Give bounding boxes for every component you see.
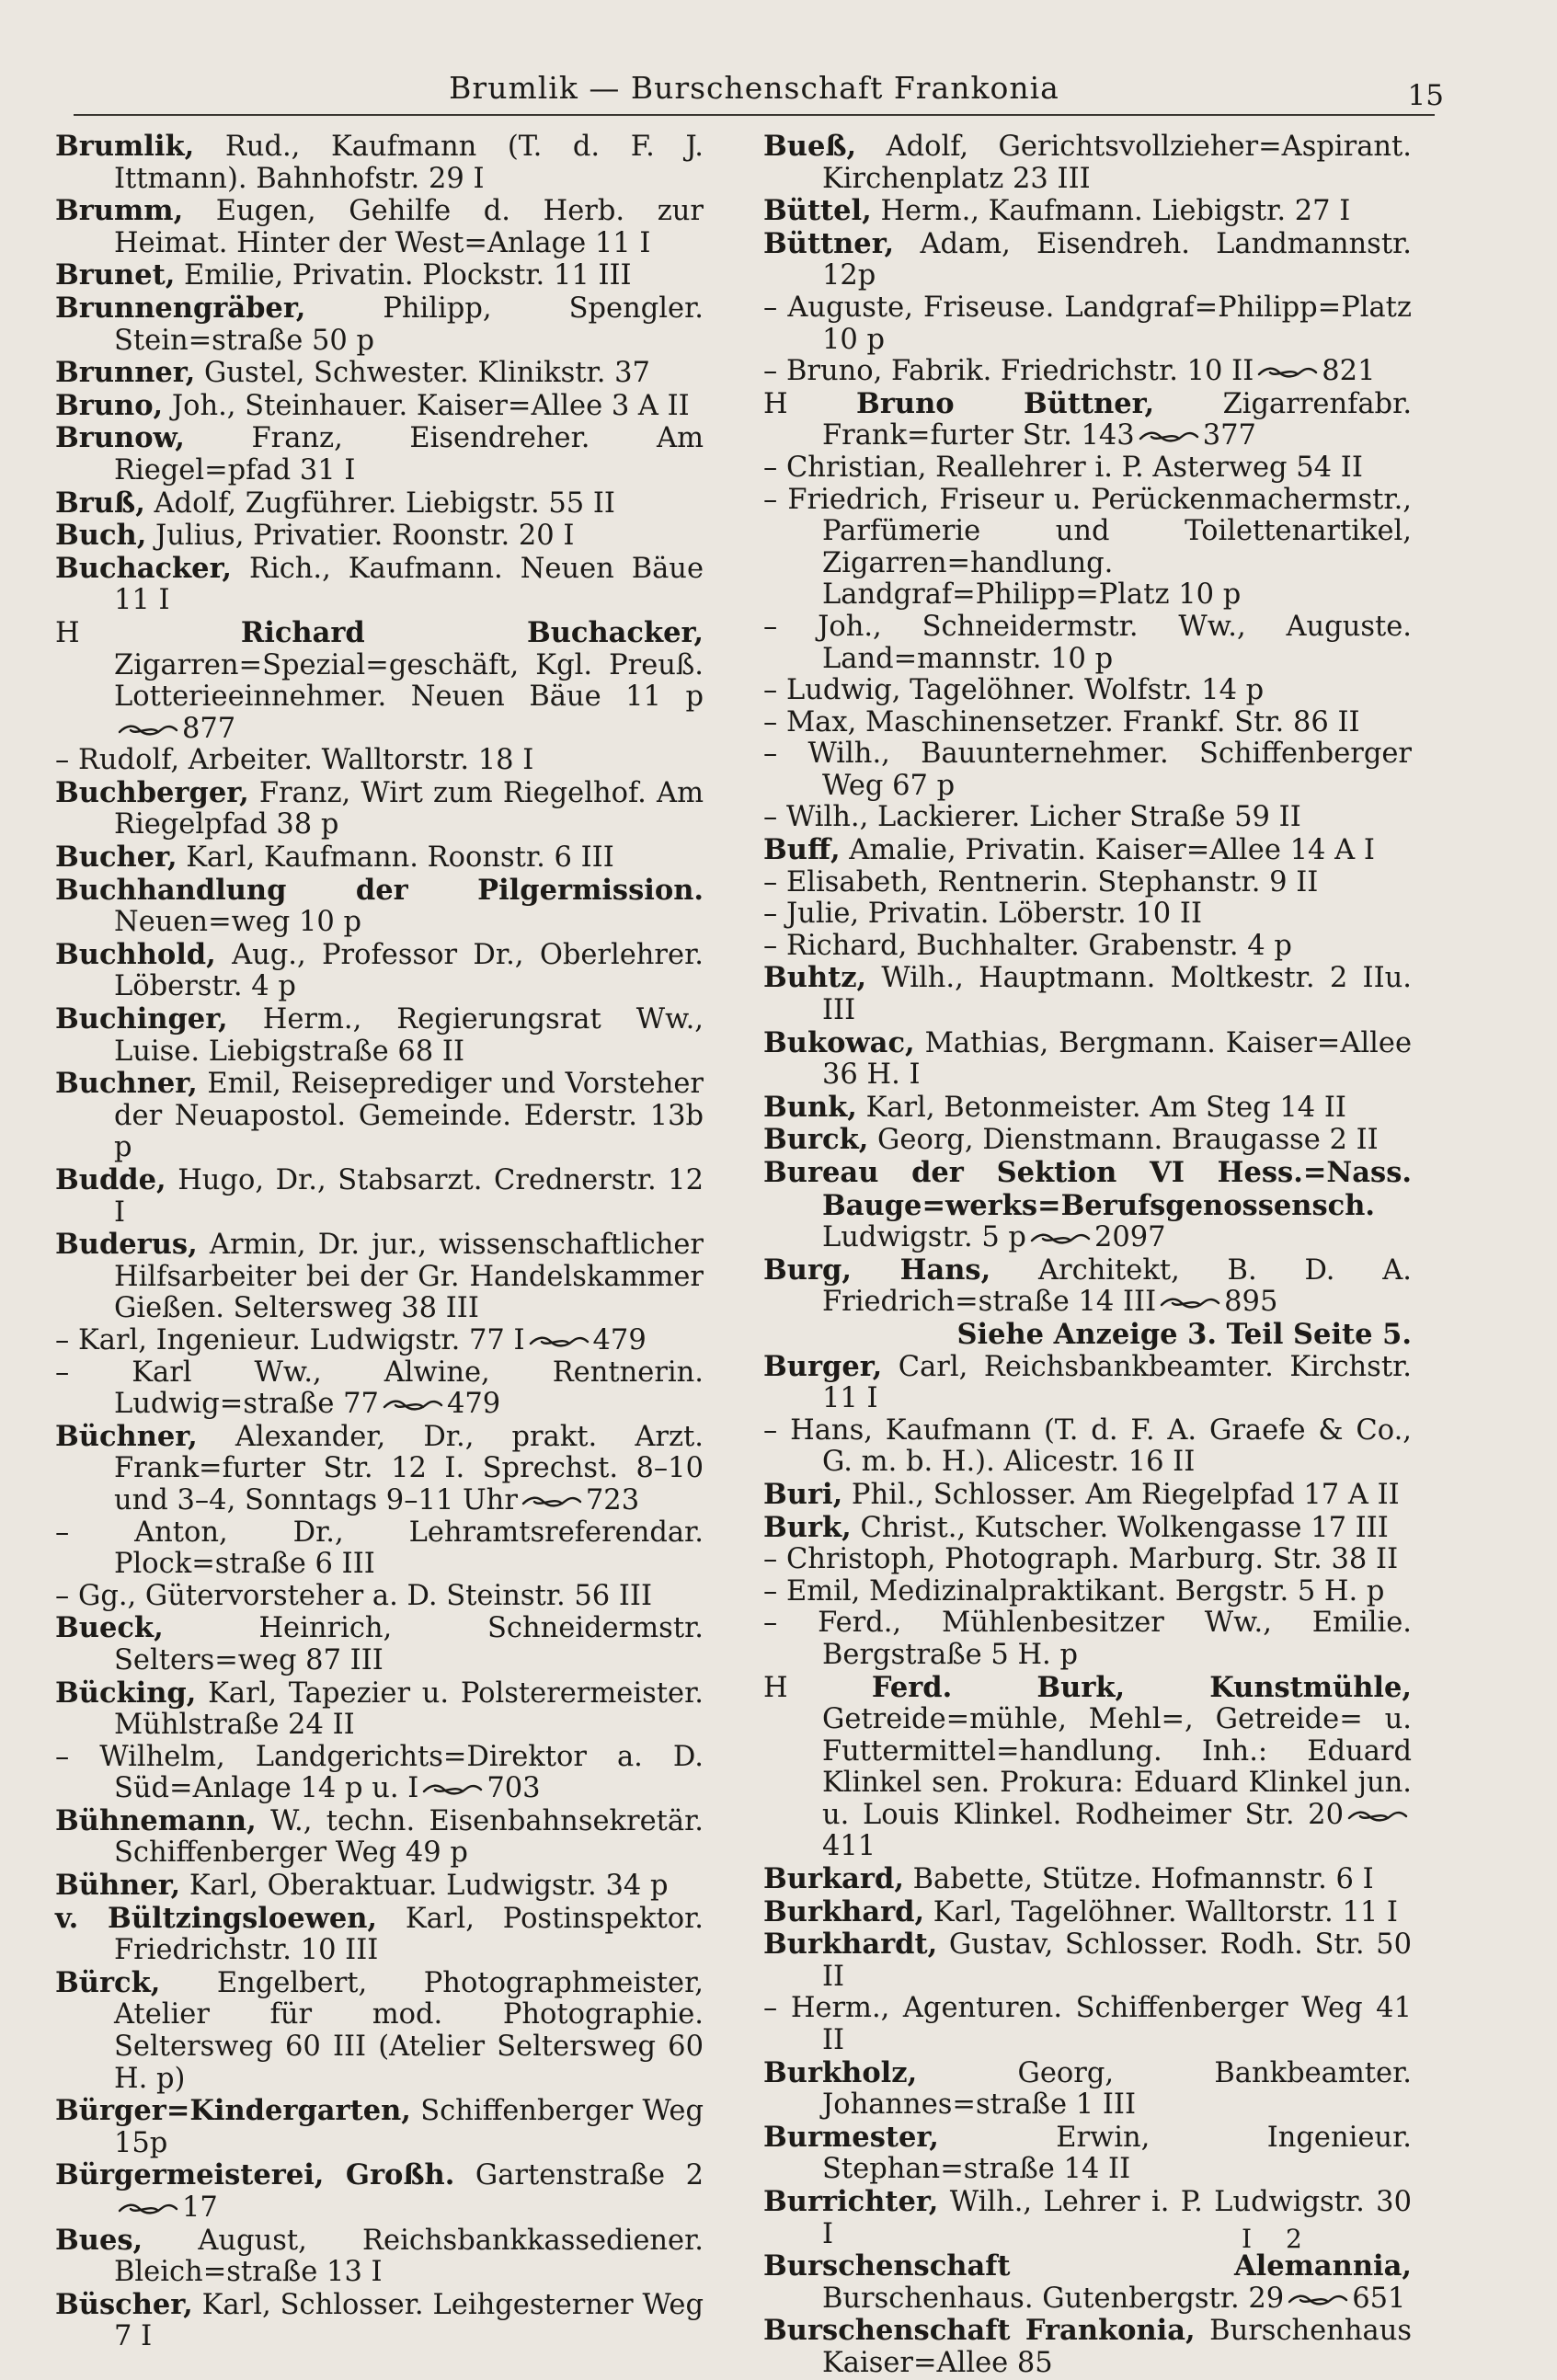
phone-number: 479 [446, 1388, 501, 1421]
entry-name: Burkard, [763, 1862, 904, 1896]
entry-details: Wilh., Lackierer. Licher Straße 59 II [785, 801, 1301, 834]
entry-prefix: – [55, 1579, 78, 1612]
directory-entry [763, 1254, 1412, 1351]
entry-name: Burg, Hans, [763, 1253, 991, 1287]
entry-details: Aug., Professor Dr., Oberlehrer. Löberstr. 4 p [114, 938, 704, 1003]
right-column [763, 131, 1412, 2380]
entry-details: Eugen, Gehilfe d. Herb. zur Heimat. Hinter der West=Anlage 11 I [114, 195, 704, 259]
telephone-symbol-icon [529, 1333, 590, 1351]
directory-entry [55, 1581, 704, 1613]
directory-entry [55, 1677, 704, 1742]
directory-entry [763, 834, 1412, 867]
phone-number: 723 [585, 1483, 640, 1516]
directory-entry [55, 1903, 704, 1967]
directory-entry [55, 1325, 704, 1357]
entry-details: Gartenstraße 2 [454, 2159, 704, 2192]
phone-number: 2097 [1093, 1221, 1166, 1254]
entry-prefix: – [55, 1740, 100, 1773]
directory-entry [763, 1512, 1412, 1545]
entry-firm-name: Richard Buchacker, [240, 615, 704, 649]
entry-details: Max, Maschinensetzer. Frankf. Str. 86 II [785, 705, 1360, 738]
directory-entry [763, 1544, 1412, 1576]
directory-entry [55, 1068, 704, 1164]
running-head: Brumlik — Burschenschaft Frankonia [449, 70, 1059, 106]
entry-name: Bueß, [763, 130, 857, 163]
directory-entry [55, 259, 704, 292]
entry-details: Rich., Kaufmann. Neuen Bäue 11 I [114, 552, 704, 617]
entry-name: Buchacker, [55, 551, 233, 585]
entry-name: Buchhandlung der Pilgermission. [55, 873, 704, 907]
entry-name: Burger, [763, 1349, 883, 1383]
entry-prefix: – [55, 1323, 78, 1356]
left-column [55, 131, 704, 2353]
entry-prefix: – [763, 1992, 791, 2025]
directory-entry [55, 617, 704, 745]
entry-details: Philipp, Spengler. Stein=straße 50 p [114, 292, 704, 357]
entry-details: August, Reichsbankkassediener. Bleich=straße 13 I [114, 2224, 704, 2289]
directory-entry [763, 485, 1412, 612]
entry-details: Zigarren=Spezial=geschäft, Kgl. Preuß. Lotterieeinnehmer. Neuen Bäue 11 p [114, 648, 704, 714]
directory-entry [763, 1027, 1412, 1092]
directory-entry [55, 422, 704, 486]
entry-name: Bukowac, [763, 1025, 915, 1059]
entry-details: Karl, Postinspektor. Friedrichstr. 10 III [114, 1902, 704, 1967]
entry-details: Friedrich, Friseur u. Perückenmachermstr., Parfümerie und Toilettenartikel, Zigarren=handlung. Landgraf=Philipp=Platz 10 p [787, 483, 1412, 612]
directory-entry [55, 1517, 704, 1581]
entry-details: Karl, Tagelöhner. Walltorstr. 11 I [924, 1895, 1398, 1928]
telephone-symbol-icon [118, 2200, 178, 2218]
entry-prefix: – [763, 865, 786, 898]
entry-prefix: – [763, 898, 786, 931]
telephone-symbol-icon [1288, 2291, 1348, 2309]
telephone-symbol-icon [1347, 1807, 1408, 1825]
directory-entry [55, 487, 704, 521]
entry-details: Adolf, Gerichtsvollzieher=Aspirant. Kirchenplatz 23 III [822, 131, 1412, 195]
directory-entry [763, 2315, 1412, 2379]
directory-entry [763, 802, 1412, 834]
entry-details: Hans, Kaufmann (T. d. F. A. Graefe & Co., G. m. b. H.). Alicestr. 16 II [790, 1413, 1412, 1479]
entry-name: Bühner, [55, 1869, 181, 1903]
entry-name: Brunow, [55, 421, 185, 455]
entry-details: Julius, Privatier. Roonstr. 20 I [146, 520, 575, 553]
entry-name: Brumm, [55, 194, 184, 228]
directory-entry [763, 738, 1412, 802]
entry-name: Bueck, [55, 1611, 164, 1645]
directory-entry [55, 1357, 704, 1421]
entry-name: Brunnengräber, [55, 291, 306, 325]
directory-entry [763, 1928, 1412, 1993]
entry-name: Büchner, [55, 1419, 198, 1453]
entry-name: Bunk, [763, 1090, 857, 1124]
entry-name: Brunner, [55, 356, 196, 390]
entry-details: Adam, Eisendreh. Landmannstr. 12p [822, 227, 1412, 292]
entry-details: Christoph, Photograph. Marburg. Str. 38 II [785, 1543, 1399, 1576]
directory-entry [55, 390, 704, 423]
entry-prefix: H [55, 616, 241, 649]
entry-prefix: H [763, 387, 857, 420]
entry-details: Babette, Stütze. Hofmannstr. 6 I [903, 1863, 1374, 1896]
entry-name: Bürgermeisterei, Großh. [55, 2158, 455, 2192]
entry-details: Karl, Tapezier u. Polsterermeister. Mühlstraße 24 II [114, 1676, 704, 1742]
directory-entry [763, 675, 1412, 707]
directory-entry [55, 357, 704, 390]
directory-entry [55, 553, 704, 617]
entry-prefix: – [763, 610, 819, 643]
entry-details: W., techn. Eisenbahnsekretär. Schiffenberger Weg 49 p [114, 1804, 704, 1870]
directory-entry [55, 2159, 704, 2224]
entry-details: Wilh., Bauunternehmer. Schiffenberger Weg 67 p [807, 738, 1412, 802]
entry-name: Buchinger, [55, 1002, 228, 1036]
entry-details: Engelbert, Photographmeister, Atelier für mod. Photographie. Seltersweg 60 III (Atelier Seltersweg 60 H. p) [114, 1966, 704, 2095]
directory-entry [763, 1092, 1412, 1125]
entry-details: Auguste, Friseuse. Landgraf=Philipp=Platz 10 p [787, 291, 1412, 356]
entry-details: Heinrich, Schneidermstr. Selters=weg 87 III [114, 1612, 704, 1676]
directory-entry [763, 2250, 1412, 2315]
directory-entry [763, 1672, 1412, 1864]
entry-name: Bühnemann, [55, 1803, 257, 1837]
entry-name: Bues, [55, 2223, 143, 2257]
directory-entry [55, 875, 704, 939]
directory-entry [55, 1967, 704, 2095]
directory-entry [763, 1608, 1412, 1671]
entry-details: Karl, Betonmeister. Am Steg 14 II [856, 1091, 1346, 1124]
entry-details: Phil., Schlosser. Am Riegelpfad 17 A II [842, 1478, 1400, 1511]
directory-entry [55, 777, 704, 841]
entry-firm-name: Ferd. Burk, Kunstmühle, [871, 1670, 1412, 1704]
sheet-signature: I 2 [1242, 2224, 1315, 2254]
entry-firm-name: Bruno Büttner, [856, 386, 1155, 420]
directory-entry [55, 520, 704, 553]
telephone-symbol-icon [1160, 1294, 1220, 1312]
entry-details: Ferd., Mühlenbesitzer Ww., Emilie. Bergstraße 5 H. p [818, 1607, 1412, 1671]
directory-entry [763, 1157, 1412, 1254]
entry-details: Wilh., Lehrer i. P. Ludwigstr. 30 I [822, 2186, 1412, 2250]
directory-entry [55, 195, 704, 259]
entry-details: Anton, Dr., Lehramtsreferendar. Plock=straße 6 III [114, 1516, 704, 1581]
directory-entry [763, 2122, 1412, 2186]
directory-entry [763, 2057, 1412, 2122]
telephone-symbol-icon [118, 721, 178, 739]
telephone-symbol-icon [422, 1780, 483, 1799]
directory-entry [55, 131, 704, 195]
entry-details: Christ., Kutscher. Wolkengasse 17 III [851, 1511, 1389, 1544]
entry-name: Buchberger, [55, 775, 249, 809]
directory-entry [763, 1124, 1412, 1157]
telephone-symbol-icon [1139, 428, 1199, 446]
directory-entry [763, 1863, 1412, 1896]
phone-number: 703 [487, 1772, 541, 1805]
entry-name: Burck, [763, 1123, 869, 1157]
directory-entry [763, 612, 1412, 675]
directory-entry [763, 931, 1412, 963]
entry-name: Burkhard, [763, 1894, 925, 1928]
entry-details: Emilie, Privatin. Plockstr. 11 III [175, 259, 632, 292]
directory-entry [763, 1415, 1412, 1479]
entry-name: Buchner, [55, 1067, 198, 1101]
entry-name: Bruno, [55, 388, 164, 422]
entry-prefix: – [763, 451, 786, 484]
phone-number: 17 [182, 2191, 218, 2224]
page-number: 15 [1407, 79, 1444, 112]
entry-details: Georg, Bankbeamter. Johannes=straße 1 III [822, 2056, 1412, 2122]
entry-name: Buch, [55, 519, 147, 553]
entry-details: Erwin, Ingenieur. Stephan=straße 14 II [822, 2121, 1412, 2186]
entry-prefix: H [763, 1671, 872, 1704]
advert-reference: Siehe Anzeige 3. Teil Seite 5. [956, 1317, 1412, 1351]
directory-entry [55, 1612, 704, 1676]
entry-prefix: – [55, 744, 78, 777]
phone-number: 651 [1352, 2282, 1406, 2315]
entry-details: Christian, Reallehrer i. P. Asterweg 54 II [785, 451, 1363, 484]
phone-number: 895 [1224, 1286, 1278, 1319]
directory-entry [763, 228, 1412, 292]
entry-details: Gg., Gütervorsteher a. D. Steinstr. 56 III [77, 1579, 653, 1612]
directory-entry [763, 898, 1412, 931]
entry-details: Gustel, Schwester. Klinikstr. 37 [195, 357, 650, 390]
directory-entry [763, 1351, 1412, 1415]
entry-name: Buhtz, [763, 961, 867, 995]
entry-name: Bürger=Kindergarten, [55, 2094, 411, 2128]
telephone-symbol-icon [521, 1493, 582, 1511]
entry-name: Büscher, [55, 2287, 193, 2321]
entry-details: Karl, Ingenieur. Ludwigstr. 77 I [77, 1323, 525, 1356]
entry-prefix: – [55, 1516, 135, 1549]
directory-entry [763, 452, 1412, 485]
entry-prefix: – [763, 1413, 791, 1447]
entry-details: Neuen=weg 10 p [114, 906, 362, 939]
entry-prefix: – [763, 801, 786, 834]
entry-prefix: – [763, 929, 786, 962]
entry-details: Bruno, Fabrik. Friedrichstr. 10 II [785, 355, 1254, 388]
entry-name: Burkhardt, [763, 1928, 938, 1962]
entry-name: Burmester, [763, 2120, 939, 2154]
entry-details: Herm., Agenturen. Schiffenberger Weg 41 II [790, 1992, 1412, 2057]
directory-entry [55, 2095, 704, 2159]
directory-entry [55, 1229, 704, 1325]
entry-details: Karl Ww., Alwine, Rentnerin. Ludwig=straße 77 [114, 1356, 704, 1421]
directory-entry [55, 2289, 704, 2353]
entry-name: Bucher, [55, 841, 177, 875]
directory-entry [55, 841, 704, 875]
entry-name: Buri, [763, 1477, 843, 1511]
directory-entry [763, 1479, 1412, 1512]
phone-number: 411 [822, 1830, 876, 1863]
entry-details: Georg, Dienstmann. Braugasse 2 II [868, 1124, 1379, 1157]
entry-prefix: – [763, 1574, 786, 1608]
entry-name: Burschenschaft Alemannia, [763, 2249, 1412, 2283]
entry-details: Rudolf, Arbeiter. Walltorstr. 18 I [77, 744, 534, 777]
directory-entry [763, 131, 1412, 195]
phone-number: 479 [592, 1323, 647, 1356]
entry-details: Ludwig, Tagelöhner. Wolfstr. 14 p [785, 674, 1265, 707]
entry-name: v. Bültzingsloewen, [55, 1901, 378, 1935]
entry-details: Wilh., Hauptmann. Moltkestr. 2 IIu. III [822, 962, 1412, 1027]
directory-entry [763, 1993, 1412, 2056]
entry-prefix: – [763, 674, 786, 707]
entry-details: Richard, Buchhalter. Grabenstr. 4 p [785, 929, 1292, 962]
directory-entry [763, 867, 1412, 899]
entry-name: Buchhold, [55, 937, 216, 971]
entry-prefix: – [763, 1543, 786, 1576]
entry-prefix: – [55, 1356, 132, 1389]
directory-entry [55, 1805, 704, 1870]
entry-details: Franz, Wirt zum Riegelhof. Am Riegelpfad 38 p [114, 776, 704, 841]
entry-details: Getreide=mühle, Mehl=, Getreide= u. Futtermittel=handlung. Inh.: Eduard Klinkel sen. Prokura: Eduard Klinkel jun. u. Louis Klinkel. Rodheimer Str. 20 [822, 1703, 1412, 1831]
phone-number: 377 [1202, 419, 1256, 452]
entry-details: Karl, Oberaktuar. Ludwigstr. 34 p [180, 1870, 669, 1903]
directory-entry [55, 1742, 704, 1805]
entry-details: Gustav, Schlosser. Rodh. Str. 50 II [822, 1928, 1412, 1993]
entry-name: Bücking, [55, 1676, 197, 1710]
entry-name: Buderus, [55, 1228, 198, 1262]
directory-entry [763, 1896, 1412, 1929]
entry-prefix: – [763, 705, 786, 738]
directory-entry [763, 388, 1412, 452]
entry-details: Julie, Privatin. Löberstr. 10 II [785, 898, 1202, 931]
entry-details: Zigarrenfabr. Frank=furter Str. 143 [822, 387, 1413, 452]
entry-details: Carl, Reichsbankbeamter. Kirchstr. 11 I [822, 1350, 1412, 1415]
entry-details: Hugo, Dr., Stabsarzt. Crednerstr. 12 I [114, 1164, 704, 1229]
telephone-symbol-icon [1257, 363, 1318, 382]
entry-details: Karl, Schlosser. Leihgesterner Weg 7 I [114, 2288, 704, 2353]
entry-details: Burschenhaus. Gutenbergstr. 29 [822, 2282, 1285, 2315]
directory-entry [55, 292, 704, 357]
entry-prefix: – [763, 738, 808, 771]
telephone-symbol-icon [1030, 1230, 1091, 1248]
entry-details: Burschenhaus Kaiser=Allee 85 [822, 2315, 1412, 2379]
entry-details: Amalie, Privatin. Kaiser=Allee 14 A I [840, 834, 1375, 867]
entry-details: Emil, Reiseprediger und Vorsteher der Neuapostol. Gemeinde. Ederstr. 13b p [114, 1068, 704, 1164]
entry-details: Joh., Steinhauer. Kaiser=Allee 3 A II [163, 389, 690, 422]
entry-prefix: – [763, 291, 788, 324]
entry-details: Herm., Kaufmann. Liebigstr. 27 I [871, 195, 1351, 228]
directory-entry [55, 1003, 704, 1068]
entry-details: Wilhelm, Landgerichts=Direktor a. D. Süd=Anlage 14 p u. I [99, 1740, 704, 1805]
entry-name: Burschenschaft Frankonia, [763, 2314, 1196, 2348]
directory-entry [763, 356, 1412, 388]
directory-entry [55, 1870, 704, 1903]
directory-entry [55, 2225, 704, 2289]
entry-name: Bruß, [55, 486, 145, 520]
directory-entry [763, 292, 1412, 356]
entry-name: Burrichter, [763, 2185, 939, 2218]
entry-details: Alexander, Dr., prakt. Arzt. Frank=furter Str. 12 I. Sprechst. 8–10 und 3–4, Sonntags 9–11 Uhr [114, 1420, 704, 1516]
entry-details: Rud., Kaufmann (T. d. F. J. Ittmann). Bahnhofstr. 29 I [114, 131, 704, 195]
directory-entry [55, 1421, 704, 1517]
entry-name: Brunet, [55, 258, 176, 292]
telephone-symbol-icon [383, 1396, 443, 1414]
entry-name: Büttel, [763, 194, 872, 228]
directory-entry [763, 195, 1412, 228]
entry-name: Buff, [763, 833, 841, 867]
entry-name: Burk, [763, 1510, 852, 1544]
entry-details: Franz, Eisendreher. Am Riegel=pfad 31 I [114, 422, 704, 486]
entry-name: Bürck, [55, 1965, 161, 1999]
entry-details: Emil, Medizinalpraktikant. Bergstr. 5 H. p [785, 1574, 1385, 1608]
entry-details: Joh., Schneidermstr. Ww., Auguste. Land=mannstr. 10 p [818, 610, 1412, 675]
phone-number: 877 [182, 712, 236, 745]
entry-details: Ludwigstr. 5 p [822, 1221, 1026, 1254]
entry-name: Bureau der Sektion VI Hess.=Nass. Bauge=werks=Berufsgenossensch. [763, 1156, 1412, 1222]
page-header [74, 66, 1444, 116]
entry-name: Büttner, [763, 226, 895, 260]
entry-prefix: – [763, 483, 788, 516]
entry-details: Elisabeth, Rentnerin. Stephanstr. 9 II [785, 865, 1319, 898]
directory-entry [763, 1576, 1412, 1608]
directory-entry [55, 745, 704, 777]
phone-number: 821 [1322, 355, 1376, 388]
entry-details: Karl, Kaufmann. Roonstr. 6 III [177, 841, 614, 875]
entry-prefix: – [763, 1607, 819, 1640]
entry-details: Armin, Dr. jur., wissenschaftlicher Hilfsarbeiter bei der Gr. Handelskammer Gießen. Seltersweg 38 III [114, 1229, 704, 1325]
entry-details: Schiffenberger Weg 15p [114, 2095, 704, 2159]
entry-details: Adolf, Zugführer. Liebigstr. 55 II [144, 486, 615, 520]
directory-entry [55, 939, 704, 1003]
entry-name: Brumlik, [55, 130, 195, 163]
entry-details: Architekt, B. D. A. Friedrich=straße 14 III [822, 1253, 1412, 1319]
directory-entry [55, 1164, 704, 1229]
entry-prefix: – [763, 355, 786, 388]
entry-details: Mathias, Bergmann. Kaiser=Allee 36 H. I [822, 1026, 1412, 1092]
entry-details: Herm., Regierungsrat Ww., Luise. Liebigstraße 68 II [114, 1003, 704, 1068]
directory-entry [763, 707, 1412, 739]
entry-name: Budde, [55, 1163, 166, 1196]
directory-entry [763, 962, 1412, 1026]
entry-name: Burkholz, [763, 2055, 918, 2089]
